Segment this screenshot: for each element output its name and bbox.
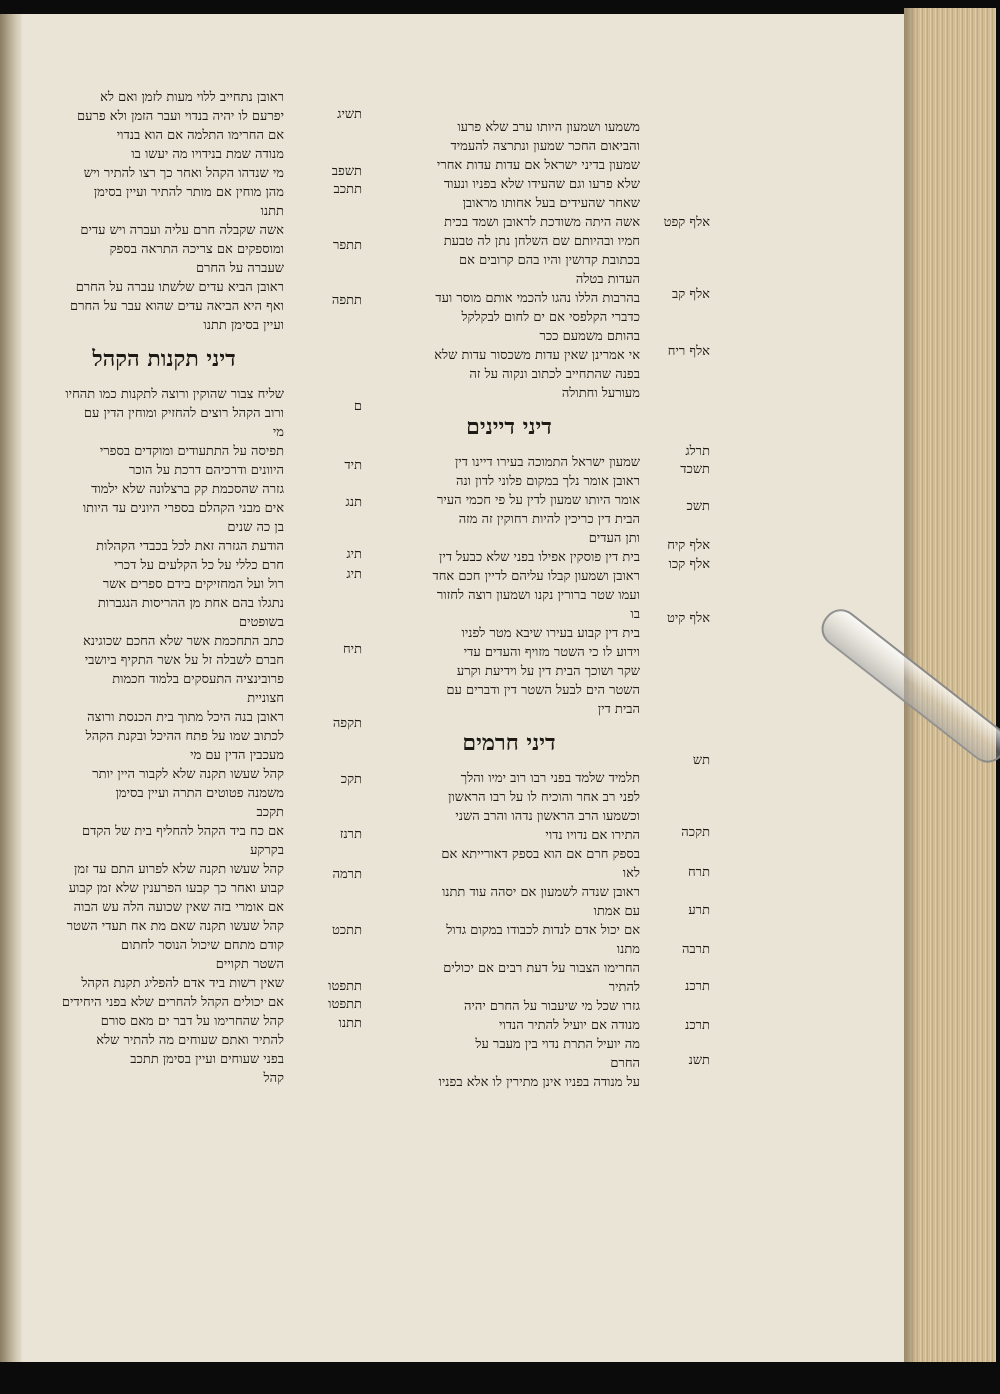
text-line: קודם מתחם שיכול הנוסר לחתום xyxy=(121,938,284,953)
entry xyxy=(378,769,640,845)
left-margin-label: תקכ xyxy=(340,772,362,787)
left-margin-label: תתכב xyxy=(333,182,362,197)
entry xyxy=(44,556,284,632)
left-margin-label: תתכט xyxy=(331,923,362,938)
text-line: בשופטים xyxy=(239,615,284,630)
text-line: מי שנדהו הקהל ואחר כך רצו להתיר ויש xyxy=(83,166,284,181)
text-line: קהל שעשו תקנה שאם מת אח תעדי השטר xyxy=(66,919,284,934)
text-line: גזרה שהסכמת קק ברצלונה שלא ילמוד xyxy=(91,482,284,497)
text-line: מה יועיל התרת נדוי בין מעבר על xyxy=(475,1037,640,1052)
text-line: כדברי הקלפסי אם ים לחום לבקלקל xyxy=(461,310,640,325)
text-line: כתב התחכמת אשר שלא החכם שכוגינא xyxy=(82,634,284,649)
left-margin-label: תרנז xyxy=(339,827,362,842)
entry xyxy=(378,453,640,510)
text-line: תקכב xyxy=(256,805,284,820)
text-line: שמעון ישראל התמוכה בעירו דיינו דין xyxy=(454,455,640,470)
right-margin-label: תרלג xyxy=(685,444,710,459)
left-margin-label: תיג xyxy=(346,547,362,562)
text-line: שאין רשות ביד אדם להפליג תקנת הקהל xyxy=(81,976,284,991)
left-margin-label: תרמה xyxy=(332,867,362,882)
text-line: ראובן ושמעון קבלו עליהם לדיין חכם אחד xyxy=(432,569,640,584)
text-line: התירו אם נדויו נדוי xyxy=(545,828,640,843)
entry xyxy=(378,997,640,1035)
entry xyxy=(44,993,284,1012)
entry xyxy=(378,1035,640,1073)
left-margin-label: תתפה xyxy=(331,293,362,308)
entry xyxy=(44,1012,284,1088)
left-margin-label: תיג xyxy=(346,567,362,582)
text-line: שעברה על החרם xyxy=(195,261,284,276)
text-line: ראובן בנה היכל מתוך בית הכנסת ורוצה xyxy=(87,710,284,725)
text-line: ועמו שטר ברורין נקנו ושמעון רוצה לחזור xyxy=(436,588,640,603)
entry xyxy=(44,88,284,145)
left-text-column xyxy=(44,88,284,1088)
text-line: שקר ושוכך הבית דין על וידיעת וקרע xyxy=(456,664,640,679)
text-line: בספק חרם אם הוא בספק דאורייתא אם xyxy=(441,847,640,862)
text-line: בן כה שנים xyxy=(227,520,284,535)
entry xyxy=(378,213,640,289)
text-line: נתגלו בהם אחת מן ההריסות הנגברות xyxy=(97,596,284,611)
text-line: אומר היותו שמעון לדין על פי חכמי העיר xyxy=(436,493,640,508)
text-line: החרם xyxy=(610,1056,640,1071)
text-line: בקרקע xyxy=(250,843,284,858)
text-line: והביאום החכר שמעון ונתרצה להעמיד xyxy=(450,139,640,154)
text-line: אם אומרי בזה שאין שכועה הלה עש הבוה xyxy=(73,900,284,915)
text-line: וכשמעו הרב הראשון נדהו והרב השני xyxy=(455,809,640,824)
text-line: אם יכול אדם לנדות לכבודו במקום גדול xyxy=(446,923,640,938)
text-line: אם יכולים הקהל להחרים שלא בפני היחידים xyxy=(61,995,284,1010)
right-margin-label: תרבה xyxy=(681,942,710,957)
text-line: השטר הים לבעל השטר דין ודברים עם xyxy=(446,683,640,698)
text-line: משמנה פטוטים התרה ועיין בסימן xyxy=(115,786,284,801)
text-line: ורוב הקהל רוצים להחזיק ומוחין הדין עם xyxy=(83,406,284,421)
right-column-intro xyxy=(378,118,640,213)
entry xyxy=(44,765,284,822)
text-line: בפני שעוחים ועיין בסימן תתכב xyxy=(130,1052,284,1067)
previous-page-edge xyxy=(0,14,22,1362)
text-line: לאו xyxy=(622,866,640,881)
text-line: קהל שעשו תקנה שלא לקבור היין יותר xyxy=(92,767,284,782)
entry xyxy=(44,278,284,335)
section-heading-community-ordinances: דיני תקנות הקהל xyxy=(92,346,236,372)
text-line: שלא פרעו וגם שהעידו שלא בפניו ונעוד xyxy=(443,177,640,192)
text-line: גזרו שכל מי שיעבור על החרם יהיה xyxy=(463,999,640,1014)
left-margin-label: תתנו xyxy=(338,1016,362,1031)
entry xyxy=(44,708,284,765)
text-line: אשה שקבלה חרם עליה ועברה ויש עדים xyxy=(80,223,284,238)
entry xyxy=(44,898,284,974)
text-line: עם אמתו xyxy=(593,904,640,919)
text-line: שמעון בדיני ישראל אם עדות עדות אחרי xyxy=(436,158,640,173)
text-line: בית דין קבוע בעירו שיבא מטר לפניו xyxy=(461,626,640,641)
text-line: להתיר ואתם שעוחים מה להתיר שלא xyxy=(96,1033,284,1048)
text-line: אם כח ביד הקהל להחליף בית של הקדם xyxy=(82,824,284,839)
text-line: הבית דין כריכין להיות רחוקין זה מזה xyxy=(458,512,640,527)
entry xyxy=(44,974,284,993)
entry xyxy=(378,548,640,624)
text-line: קהל שהחרימו על דבר ים מאם סורם xyxy=(100,1014,284,1029)
section-heading-bans: דיני חרמים xyxy=(462,730,556,756)
right-margin-label: אלף קכו xyxy=(668,557,710,572)
text-line: ותן העדים xyxy=(588,531,640,546)
right-margin-label: אלף ריח xyxy=(667,344,710,359)
right-margin-label: אלף קיח xyxy=(667,538,710,553)
text-line: ראובן אומר נלך במקום פלוני לדון ונה xyxy=(455,474,640,489)
text-line: מנודה שמת בנידויו מה יעשו בו xyxy=(131,147,284,162)
left-margin-label: תתפטו xyxy=(328,997,362,1012)
left-margin-label: תנג xyxy=(345,495,362,510)
text-line: קבוע ואחר כך קבעו הפרענין שלא זמן קבוע xyxy=(68,881,284,896)
text-line: פרובינציה התעסקים בלמוד חכמות xyxy=(112,672,284,687)
right-margin-label: תרכנ xyxy=(685,979,710,994)
text-line: להתיר xyxy=(608,980,640,995)
text-line: בית דין פוסקין אפילו בפני שלא כבעל דין xyxy=(439,550,640,565)
text-line: מעורעל וחתולה xyxy=(561,386,640,401)
text-line: מי xyxy=(272,425,284,440)
section-heading-judges: דיני דיינים xyxy=(466,414,552,440)
text-line: ראובן שנדה לשמעון אם יסהה עוד תתנו xyxy=(441,885,640,900)
right-margin-label: אלף קב xyxy=(672,287,710,302)
right-margin-label: אלף קיט xyxy=(667,611,710,626)
text-line: הבית דין xyxy=(597,702,640,717)
text-line: קהל xyxy=(263,1071,284,1086)
right-margin-label: תרע xyxy=(688,903,710,918)
right-text-column xyxy=(378,118,640,1092)
text-line: הודעת הגזרה זאת לכל בכבדי הקהלות xyxy=(96,539,284,554)
text-line: בכתובת קדושין והיו בהם קרובים אם xyxy=(459,253,640,268)
text-line: רול ועל המחזיקים בידם ספרים אשר xyxy=(102,577,284,592)
entry xyxy=(44,385,284,442)
text-line: מנודה אם יועיל להתיר הנדוי xyxy=(499,1018,640,1033)
left-margin-label: תשפב xyxy=(331,164,362,179)
entry xyxy=(378,883,640,921)
text-line: השטר תקויים xyxy=(215,957,284,972)
left-margin-label: תיד xyxy=(344,458,362,473)
entry xyxy=(44,860,284,898)
text-line: בפנה שהתחייב לכתוב ונקוה על זה xyxy=(469,367,640,382)
text-line: מעכבין הדין עם מי xyxy=(190,748,284,763)
left-margin-label: ם xyxy=(353,399,362,414)
left-margin-label: תשיג xyxy=(337,107,362,122)
left-margin-label: תקפה xyxy=(332,716,362,731)
entry xyxy=(378,346,640,403)
text-line: אי אמרינן שאין עדות משכסור עדות שלא xyxy=(434,348,640,363)
entry xyxy=(44,632,284,708)
entry xyxy=(44,221,284,278)
text-line: חצוניית xyxy=(247,691,284,706)
text-line: ומוספקים אם צריכה התראה בספק xyxy=(109,242,284,257)
entry xyxy=(44,822,284,860)
right-margin-label: תרח xyxy=(687,865,710,880)
text-line: החרימו הצבור על דעת רבים אם יכולים xyxy=(443,961,640,976)
entry xyxy=(378,959,640,997)
text-line: אם החרימו התלמה אם הוא בנדוי xyxy=(116,128,284,143)
text-line: מתנו xyxy=(616,942,640,957)
text-line: מהן מוחין אם מותר להתיר ועיין בסימן xyxy=(93,185,284,200)
right-margin-label: תקכה xyxy=(681,825,710,840)
entry xyxy=(378,1073,640,1092)
text-line: לפני רב אחר והוכיח לו על רבו הראשון xyxy=(448,790,640,805)
text-line: שאחר שהעידים בעל אחותו מראובן xyxy=(462,196,640,211)
text-line: תלמיד שלמד בפני רבו רוב ימיו והלך xyxy=(460,771,640,786)
text-line: ראובן נתחייב ללוי מעות לזמן ואם לא xyxy=(100,90,284,105)
entry xyxy=(378,289,640,346)
text-line: ועיין בסימן תתנו xyxy=(203,318,284,333)
text-line: חרם כללי על כל הקלעים על דכרי xyxy=(113,558,284,573)
text-line: תתנו xyxy=(260,204,284,219)
text-line: בהותם משמעם ככר xyxy=(539,329,640,344)
right-margin-label: תש xyxy=(692,753,710,768)
entry xyxy=(44,145,284,221)
text-line: אשה היתה משודכת לראובן ושמד בכית xyxy=(444,215,640,230)
entry xyxy=(378,921,640,959)
right-margin-label: תשכ xyxy=(686,499,710,514)
text-line: יפרעם לו יהיה בנדוי ועבר הזמן ולא פרעם xyxy=(77,109,284,124)
text-line: חמיו ובהיותם שם השלחן נתן לה טבעת xyxy=(443,234,640,249)
text-line: משמעו ושמעון היותו ערב שלא פרעו xyxy=(457,120,640,135)
entry xyxy=(44,480,284,537)
text-line: שליח צבור שהוקין ורוצה לתקנות כמו תהחיו xyxy=(65,387,284,402)
text-line: חברם לשבלה זל על אשר התקיף ביושבי xyxy=(84,653,284,668)
entry xyxy=(378,845,640,883)
text-line: על מנודה בפניו אינן מתירין לו אלא בפניו xyxy=(438,1075,640,1090)
right-margin-label: תרכנ xyxy=(685,1018,710,1033)
text-line: לכתוב שמו על פתח ההיכל ובקנת הקהל xyxy=(85,729,284,744)
left-margin-label: תיח xyxy=(342,642,362,657)
text-line: תפיסה על התתעודים ומוקדים בספרי xyxy=(99,444,284,459)
left-margin-label: תתפר xyxy=(332,238,362,253)
entry xyxy=(44,537,284,556)
text-line: בו xyxy=(630,607,640,622)
right-margin-label: אלף קפט xyxy=(663,215,710,230)
text-line: ואף היא הביאה עדים שהוא עבר על החרם xyxy=(70,299,284,314)
left-margin-label: תתפטו xyxy=(328,979,362,994)
text-line: אים מבני הקהלם בספרי היונים עד היותו xyxy=(82,501,284,516)
text-line: היוונים ודרכיהם דרכת על הוכר xyxy=(128,463,284,478)
text-line: בהרבות הללו נהגו להכמי אותם מוסר ועד xyxy=(435,291,640,306)
entry xyxy=(44,442,284,480)
entry xyxy=(378,624,640,719)
entry xyxy=(378,510,640,548)
text-line: העדות בטלה xyxy=(575,272,640,287)
right-margin-label: תשכד xyxy=(680,462,710,477)
text-line: קהל שעשו תקנה שלא לפרוע התם עד זמן xyxy=(74,862,284,877)
text-line: ראובן הביא עדים שלשתו עברה על החרם xyxy=(75,280,284,295)
right-margin-label: תשנ xyxy=(688,1053,710,1068)
text-line: וידוע לו כי השטר מזויף והעדים עדי xyxy=(463,645,640,660)
